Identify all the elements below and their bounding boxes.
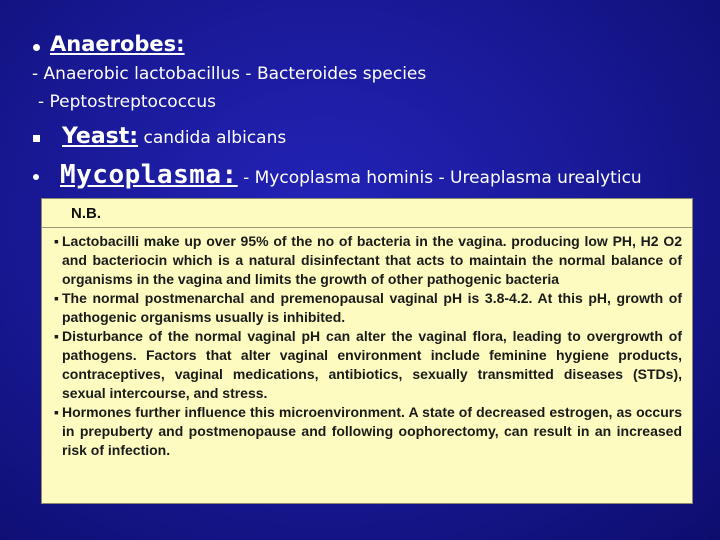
nb-item-text: Lactobacilli make up over 95% of the no of bacteria in the vagina. producing low PH, H2 O2 and bacteriocin which is a natural disinfectant that acts to maintain the normal balance of organisms in the vagina and limits the growth of other pathogenic bacteria: [62, 233, 682, 287]
yeast-text: candida albicans: [138, 128, 287, 148]
nb-item: [54, 327, 682, 403]
nb-bullet-icon: ▪: [54, 233, 59, 249]
nb-item-text: Hormones further influence this microenvironment. A state of decreased estrogen, as occurs in prepuberty and postmenopause and following oophorectomy, can result in an increased risk of infection.: [62, 404, 682, 458]
bullet-mycoplasma: [33, 174, 39, 180]
anaerobes-line-1: - Anaerobic lactobacillus - Bacteroides species: [32, 64, 427, 84]
bullet-yeast: [33, 135, 40, 142]
anaerobes-heading: Anaerobes:: [50, 32, 185, 56]
nb-item-text: Disturbance of the normal vaginal pH can alter the vaginal flora, leading to overgrowth of pathogens. Factors that alter vaginal environment include feminine hygiene products, contraceptives, vaginal medications, antibiotics, sexually transmitted diseases (STDs), sexual intercourse, and stress.: [62, 328, 682, 401]
nb-label: N.B.: [71, 205, 101, 222]
nb-item: [54, 289, 682, 327]
mycoplasma-text: - Mycoplasma hominis - Ureaplasma urealyticu: [237, 168, 642, 188]
nb-list: [54, 232, 682, 460]
nb-item: [54, 232, 682, 289]
nb-box: [41, 198, 693, 504]
yeast-heading: Yeast:: [62, 124, 139, 149]
bullet-anaerobes: [33, 44, 40, 51]
mycoplasma-heading: Mycoplasma:: [60, 160, 238, 190]
nb-bullet-icon: ▪: [54, 404, 59, 420]
mycoplasma-line: [60, 160, 642, 190]
nb-bullet-icon: ▪: [54, 290, 59, 306]
nb-item: [54, 403, 682, 460]
nb-header: [42, 199, 692, 228]
anaerobes-line-2: - Peptostreptococcus: [38, 92, 217, 112]
nb-bullet-icon: ▪: [54, 328, 59, 344]
yeast-line: [62, 124, 286, 149]
nb-item-text: The normal postmenarchal and premenopausal vaginal pH is 3.8-4.2. At this pH, growth of pathogenic organisms usually is inhibited.: [62, 290, 682, 325]
